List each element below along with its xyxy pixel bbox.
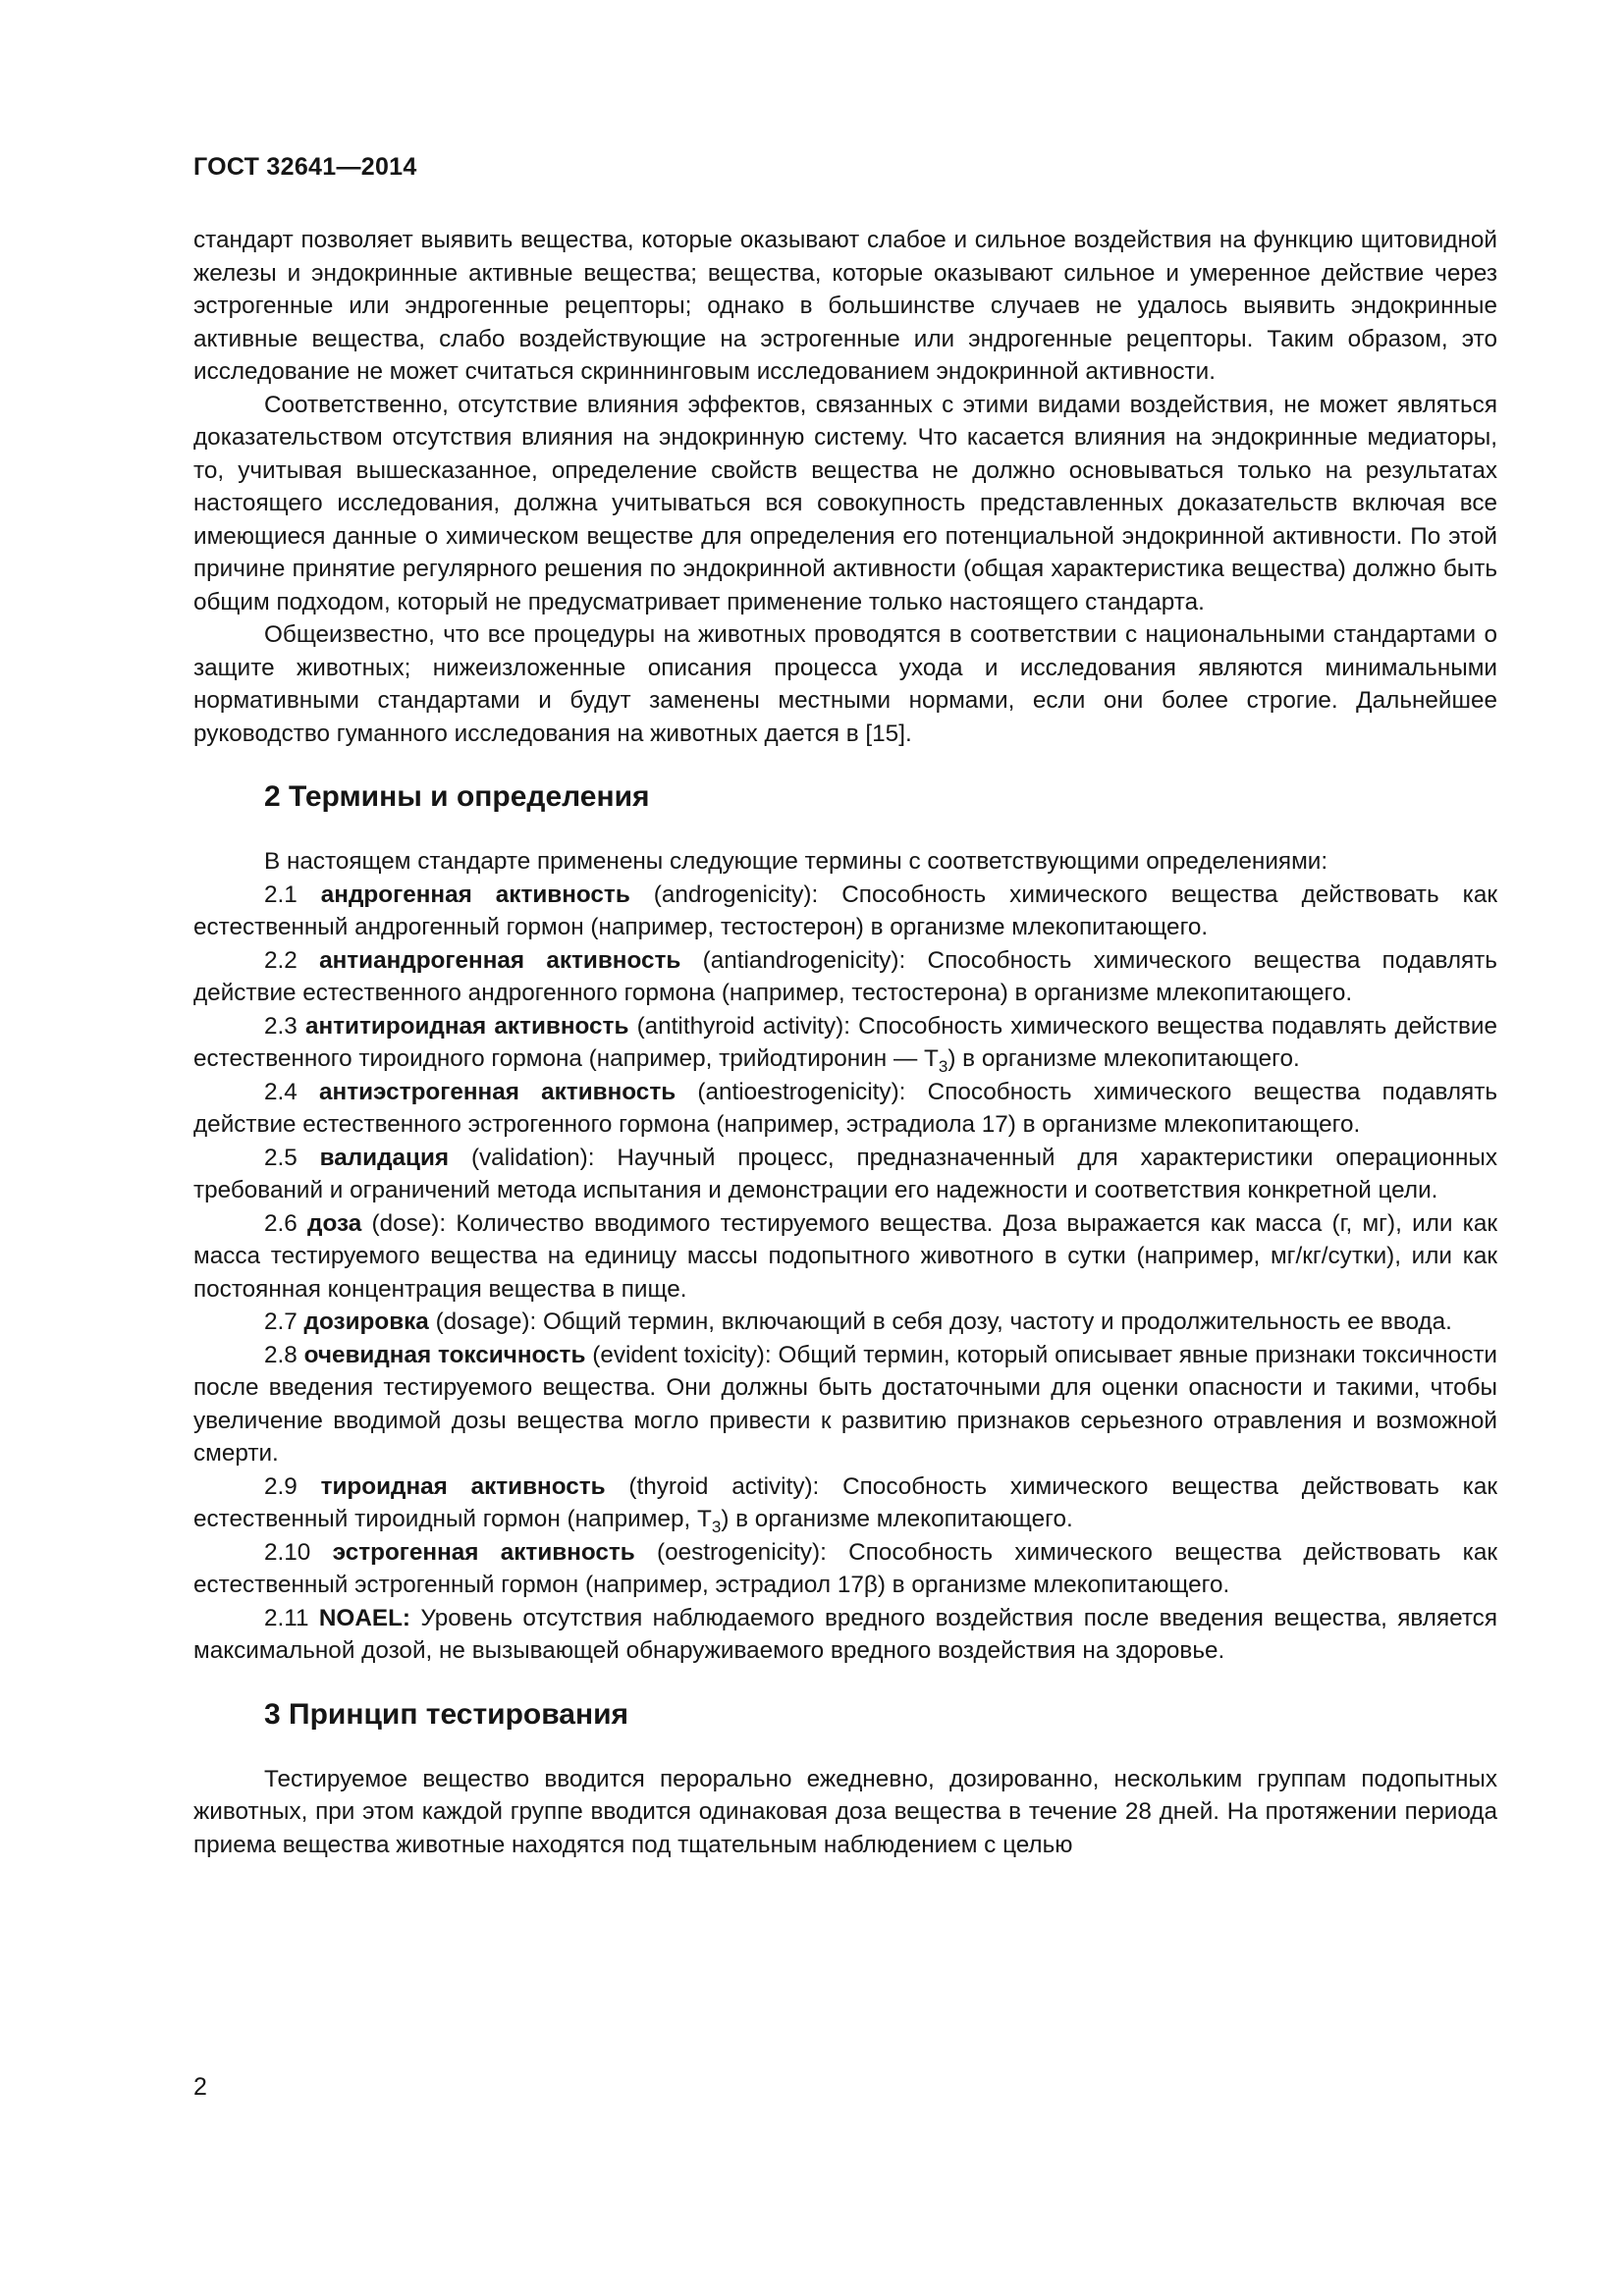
page-content: [193, 224, 1497, 1861]
term-2-4: 2.4 антиэстрогенная активность (antioestrogenicity): Способность химического вещества подавлять действие естественного эстрогенного гормона (например, эстрадиола 17) в организме млекопитающего.: [193, 1078, 1497, 1138]
term-2-8: 2.8 очевидная токсичность (evident toxicity): Общий термин, который описывает явные признаки токсичности после введения тестируемого вещества. Они должны быть достаточными для оценки опасности и такими, чтобы увеличение вводимой дозы вещества могло привести к развитию признаков серьезного отравления и возможной смерти.: [193, 1341, 1497, 1467]
term-2-5: 2.5 валидация (validation): Научный процесс, предназначенный для характеристики операционных требований и ограничений метода испытания и демонстрации его надежности и соответствия конкретной цели.: [193, 1144, 1497, 1203]
term-title: дозировка: [303, 1308, 429, 1335]
intro-paragraph-1: стандарт позволяет выявить вещества, которые оказывают слабое и сильное воздействия на функцию щитовидной железы и эндокринные активные вещества; вещества, которые оказывают сильное и умеренное действие через эстрогенные или эндрогенные рецепторы; однако в большинстве случаев не удалось выявить эндокринные активные вещества, слабо воздействующие на эстрогенные или эндрогенные рецепторы. Таким образом, это исследование не может считаться скриннинговым исследованием эндокринной активности.: [193, 227, 1497, 385]
term-2-2: 2.2 антиандрогенная активность (antiandrogenicity): Способность химического вещества подавлять действие естественного андрогенного гормона (например, тестостерона) в организме млекопитающего.: [193, 946, 1497, 1006]
term-title: антиандрогенная активность: [319, 946, 681, 974]
term-2-6: 2.6 доза (dose): Количество вводимого тестируемого вещества. Доза выражается как масса (г, мг), или как масса тестируемого вещества на единицу массы подопытного животного в сутки (например, мг/кг/сутки), или как постоянная концентрация вещества в пище.: [193, 1209, 1497, 1303]
term-2-3: 2.3 антитироидная активность (antithyroid activity): Способность химического вещества подавлять действие естественного тироидного гормона (например, трийодтиронин — $Т_3$) в организме млекопитающего.: [193, 1012, 1497, 1076]
page-number: 2: [193, 2073, 207, 2101]
term-title: эстрогенная активность: [332, 1538, 635, 1566]
term-2-11: 2.11 NOAEL: Уровень отсутствия наблюдаемого вредного воздействия после введения вещества, является максимальной дозой, не вызывающей обнаруживаемого вредного воздействия на здоровье.: [193, 1604, 1497, 1664]
term-title: тироидная активность: [320, 1472, 606, 1500]
term-title: валидация: [319, 1144, 450, 1171]
intro-paragraph-3: Общеизвестно, что все процедуры на животных проводятся в соответствии с национальными стандартами о защите животных; нижеизложенные описания процесса ухода и исследования являются минимальными нормативными стандартами и будут заменены местными нормами, если они более строгие. Дальнейшее руководство гуманного исследования на животных дается в [15].: [193, 621, 1497, 747]
term-title: NOAEL:: [318, 1604, 411, 1631]
term-2-1: 2.1 андрогенная активность (androgenicity): Способность химического вещества действовать как естественный андрогенный гормон (например, тестостерон) в организме млекопитающего.: [193, 881, 1497, 940]
document-code: ГОСТ 32641—2014: [193, 153, 417, 181]
term-title: очевидная токсичность: [303, 1341, 586, 1368]
term-2-7: 2.7 дозировка (dosage): Общий термин, включающий в себя дозу, частоту и продолжительность ее ввода.: [264, 1308, 1452, 1335]
term-2-9: 2.9 тироидная активность (thyroid activity): Способность химического вещества действовать как естественный тироидный гормон (например, $Т_3$) в организме млекопитающего.: [193, 1472, 1497, 1536]
term-title: антитироидная активность: [304, 1012, 629, 1040]
term-title: доза: [307, 1209, 362, 1237]
section-2-lead: В настоящем стандарте применены следующие термины с соответствующими определениями:: [264, 848, 1328, 875]
section-3-heading: 3 Принцип тестирования: [264, 1697, 629, 1731]
term-2-10: 2.10 эстрогенная активность (oestrogenicity): Способность химического вещества действовать как естественный эстрогенный гормон (например, эстрадиол 17β) в организме млекопитающего.: [193, 1538, 1497, 1598]
term-title: андрогенная активность: [320, 881, 630, 908]
intro-paragraph-2: Соответственно, отсутствие влияния эффектов, связанных с этими видами воздействия, не может являться доказательством отсутствия влияния на эндокринную систему. Что касается влияния на эндокринные медиаторы, то, учитывая вышесказанное, определение свойств вещества не должно основываться только на результатах настоящего исследования, должна учитываться вся совокупность представленных доказательств включая все имеющиеся данные о химическом веществе для определения его потенциальной эндокринной активности. По этой причине принятие регулярного решения по эндокринной активности (общая характеристика вещества) должно быть общим подходом, который не предусматривает применение только настоящего стандарта.: [193, 391, 1497, 615]
term-title: антиэстрогенная активность: [319, 1078, 677, 1105]
section-3-paragraph-1: Тестируемое вещество вводится перорально ежедневно, дозированно, нескольким группам подопытных животных, при этом каждой группе вводится одинаковая доза вещества в течение 28 дней. На протяжении периода приема вещества животные находятся под тщательным наблюдением с целью: [193, 1765, 1497, 1858]
section-2-heading: 2 Термины и определения: [264, 780, 650, 813]
